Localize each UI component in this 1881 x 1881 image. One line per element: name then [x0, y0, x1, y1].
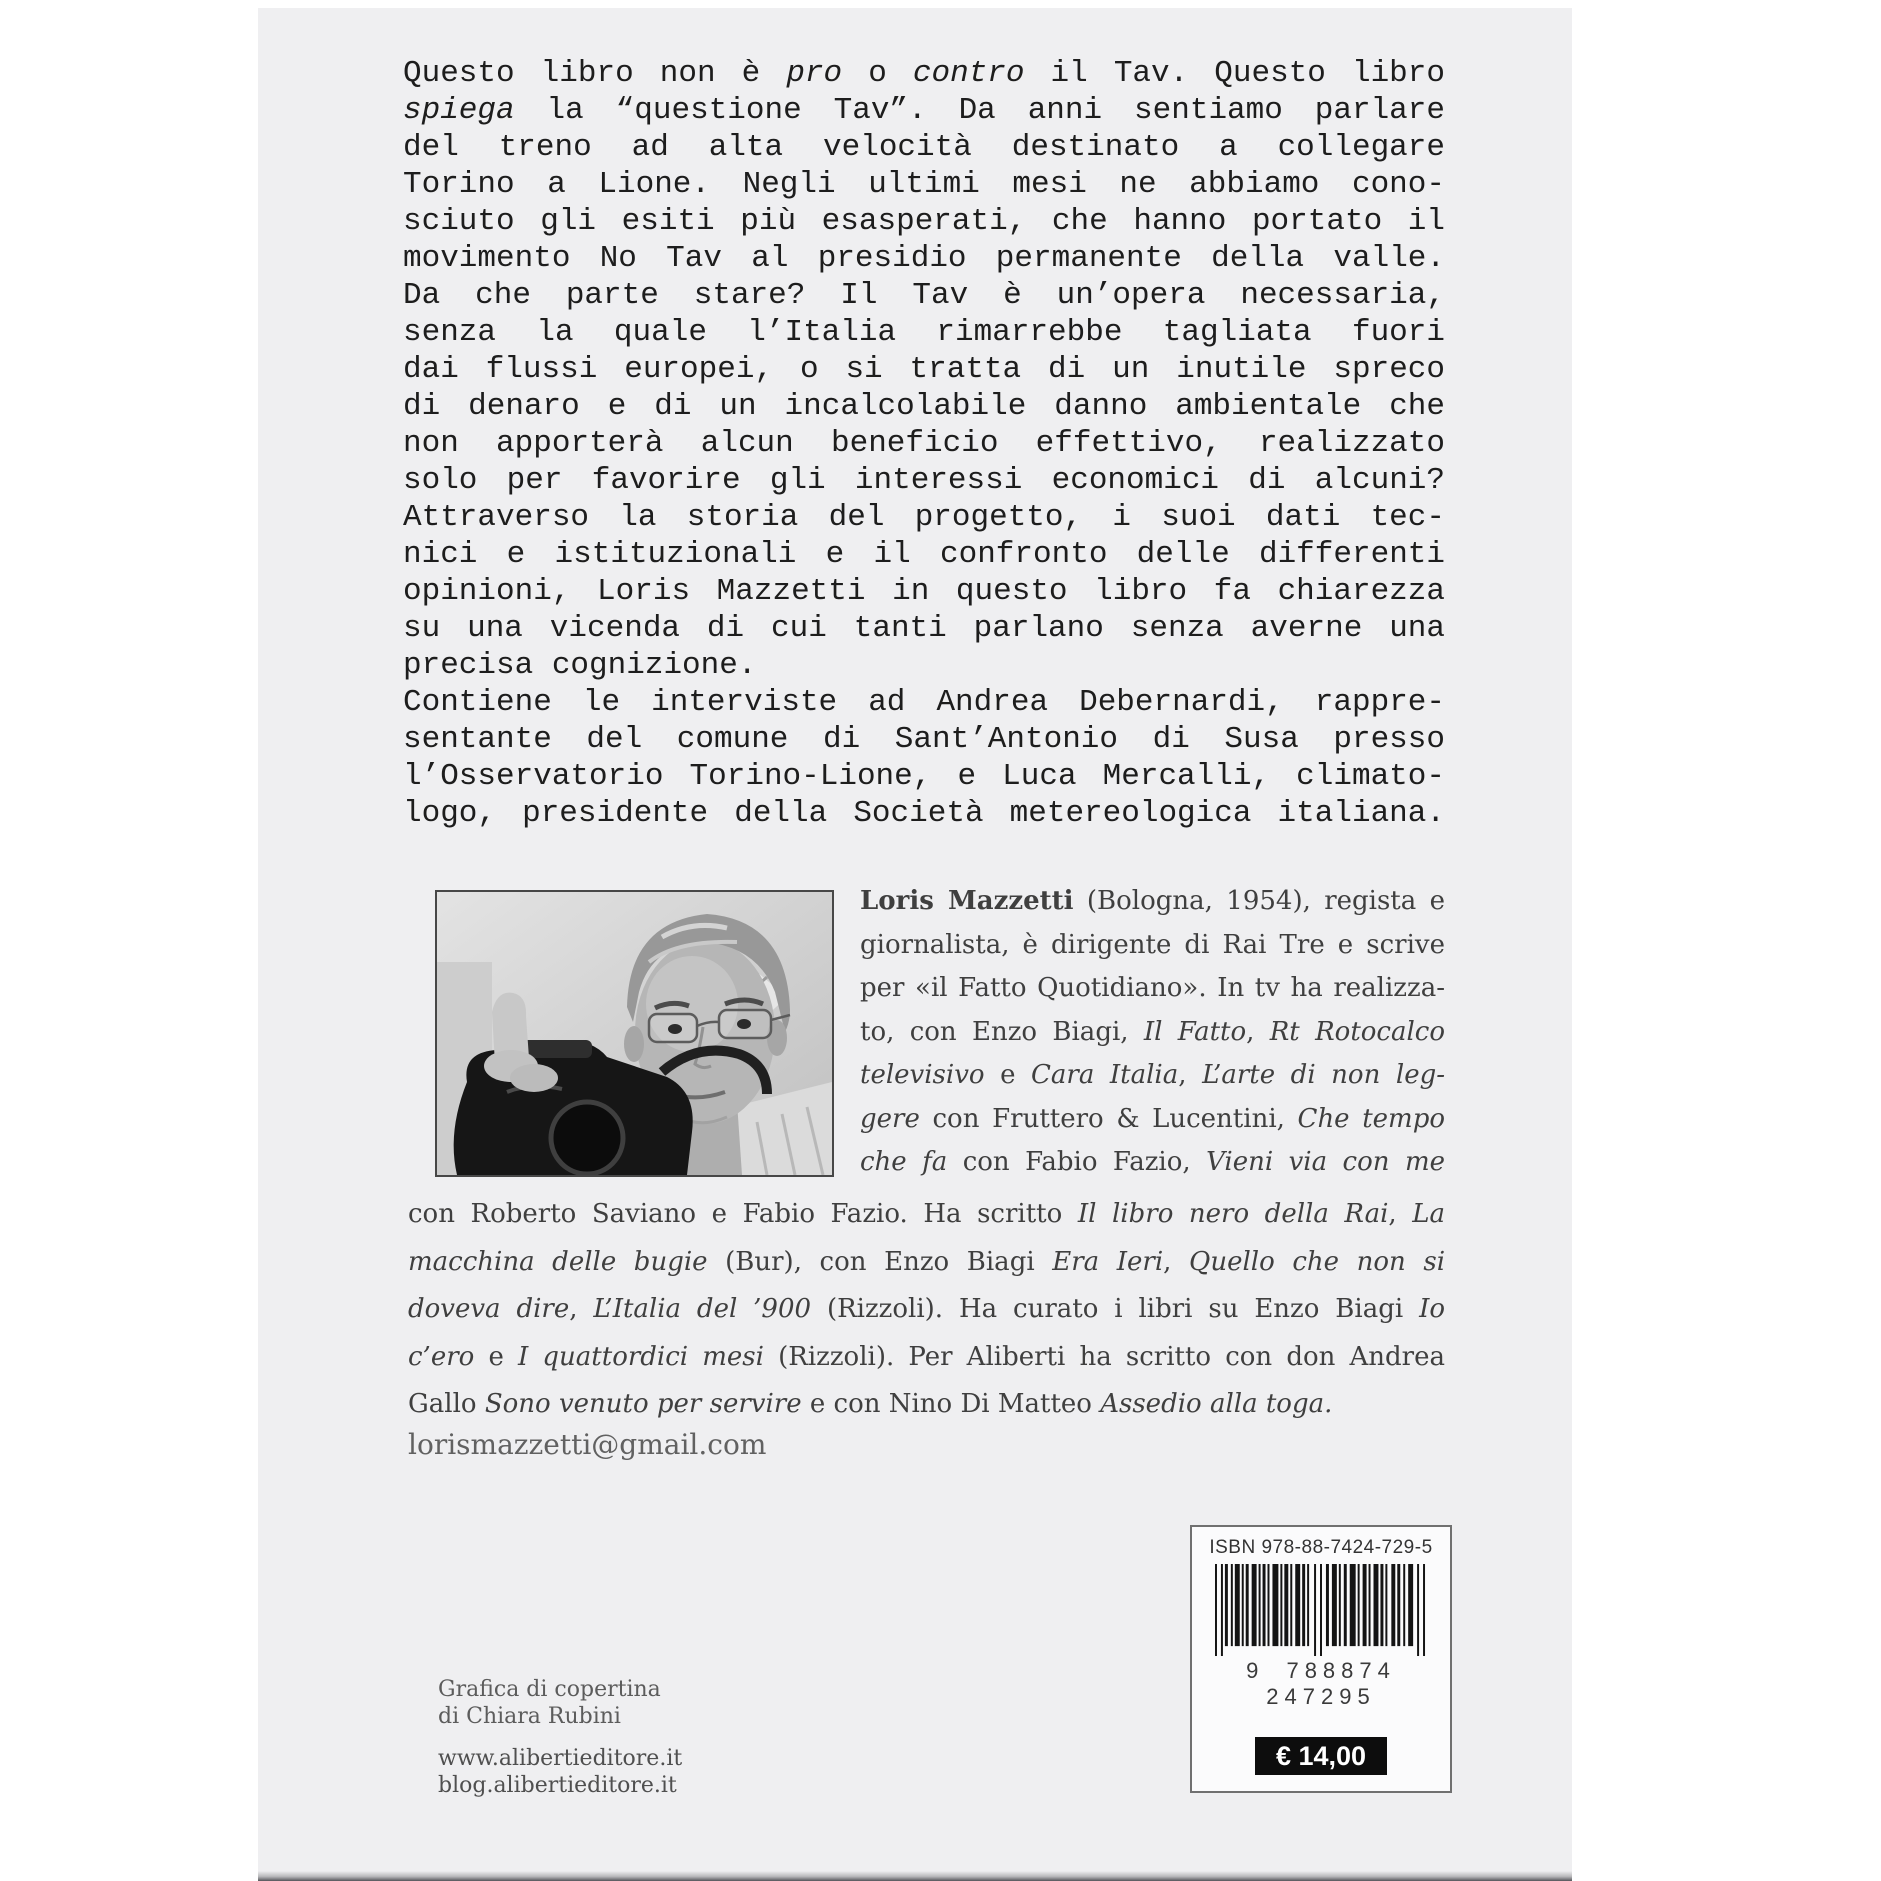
- text-run: Quello che non si: [1189, 1246, 1446, 1277]
- text-run: logo, presidente della Società metereologica italiana.: [403, 796, 1445, 831]
- text-run: con Fruttero & Lucentini,: [919, 1103, 1298, 1134]
- text-line: [860, 880, 1445, 924]
- text-run: con Roberto Saviano e Fabio Fazio. Ha scritto: [408, 1199, 1078, 1229]
- text-run: del treno ad alta velocità destinato a collegare: [403, 130, 1445, 165]
- text-line: [403, 536, 1445, 573]
- text-run: nici e istituzionali e il confronto delle differenti: [403, 537, 1445, 572]
- text-run: la “questione Tav”. Da anni sentiamo parlare: [514, 93, 1445, 128]
- text-line: [403, 795, 1445, 832]
- text-run: che fa: [860, 1147, 948, 1177]
- text-line: [860, 1054, 1445, 1098]
- text-run: pro: [786, 56, 843, 91]
- text-line: [403, 277, 1445, 314]
- text-run: Assedio alla toga.: [1100, 1389, 1333, 1419]
- text-run: precisa cognizione.: [403, 648, 757, 683]
- text-run: Io: [1419, 1294, 1446, 1324]
- text-run: ,: [1246, 1016, 1270, 1047]
- text-run: il Tav. Questo libro: [1024, 56, 1445, 91]
- author-portrait-illustration: [437, 892, 832, 1175]
- text-line: [403, 499, 1445, 536]
- text-run: (Rizzoli). Per Aliberti ha scritto con don Andrea: [763, 1341, 1445, 1372]
- text-run: La: [1412, 1199, 1445, 1229]
- bio-paragraph-text: [408, 1191, 1445, 1429]
- text-run: Che tempo: [1297, 1103, 1445, 1134]
- text-run: Gallo: [408, 1389, 485, 1419]
- isbn-label: ISBN 978-88-7424-729-5: [1209, 1537, 1433, 1558]
- text-line: [403, 166, 1445, 203]
- text-run: e: [984, 1060, 1032, 1090]
- author-photo: [435, 890, 834, 1177]
- text-run: Torino a Lione. Negli ultimi mesi ne abbiamo cono-: [403, 167, 1445, 202]
- publisher-links: [438, 1745, 682, 1799]
- text-line: [860, 1098, 1445, 1142]
- text-line: [403, 721, 1445, 758]
- text-line: [403, 684, 1445, 721]
- credits-line-1: Grafica di copertina: [438, 1677, 661, 1702]
- text-run: macchina delle bugie: [408, 1246, 708, 1277]
- bio-column-text: [860, 880, 1445, 1185]
- page-bottom-shadow: [258, 1871, 1572, 1881]
- text-run: c’ero: [408, 1341, 475, 1372]
- text-line: [860, 967, 1445, 1011]
- text-run: Questo libro non è: [403, 56, 787, 91]
- text-run: e: [474, 1341, 518, 1372]
- text-run: Cara Italia: [1031, 1060, 1179, 1090]
- text-line: [403, 573, 1445, 610]
- text-run: doveva dire: [408, 1294, 570, 1324]
- text-run: movimento No Tav al presidio permanente della valle.: [403, 241, 1445, 276]
- text-run: solo per favorire gli interessi economici di alcuni?: [403, 463, 1445, 498]
- text-run: L’arte di non leg-: [1202, 1060, 1446, 1090]
- text-run: e con Nino Di Matteo: [801, 1389, 1101, 1419]
- text-run: su una vicenda di cui tanti parlano senza averne una: [403, 611, 1445, 646]
- text-run: Rt Rotocalco: [1269, 1016, 1446, 1047]
- text-run: (Rizzoli). Ha curato i libri su Enzo Biagi: [811, 1294, 1420, 1324]
- cover-page: [258, 8, 1572, 1881]
- text-run: giornalista, è dirigente di Rai Tre e scrive: [860, 929, 1445, 960]
- text-run: o: [842, 56, 913, 91]
- text-line: [860, 1141, 1445, 1185]
- text-run: Attraverso la storia del progetto, i suoi dati tec-: [403, 500, 1445, 535]
- text-run: ,: [569, 1294, 594, 1324]
- text-line: [403, 55, 1445, 92]
- isbn-digits: 9 788874 247295: [1246, 1658, 1396, 1709]
- text-line: [403, 610, 1445, 647]
- text-line: [408, 1239, 1445, 1287]
- text-line: [403, 92, 1445, 129]
- text-run: ,: [1388, 1199, 1413, 1229]
- text-line: [860, 1011, 1445, 1055]
- publisher-website: www.alibertieditore.it: [438, 1746, 683, 1771]
- text-run: Era Ieri: [1052, 1246, 1164, 1277]
- cover-design-credits: [438, 1676, 661, 1730]
- text-run: Contiene le interviste ad Andrea Debernardi, rappre-: [403, 685, 1445, 720]
- author-email: lorismazzetti@gmail.com: [408, 1428, 767, 1461]
- text-run: ,: [1163, 1246, 1190, 1277]
- text-run: Da che parte stare? Il Tav è un’opera necessaria,: [403, 278, 1445, 313]
- text-line: [403, 758, 1445, 795]
- text-run: ,: [1178, 1060, 1203, 1090]
- blurb-text: [403, 55, 1445, 832]
- text-run: (Bur), con Enzo Biagi: [707, 1246, 1053, 1277]
- text-line: [860, 924, 1445, 968]
- text-run: Sono venuto per servire: [484, 1389, 802, 1419]
- text-run: dai flussi europei, o si tratta di un inutile spreco: [403, 352, 1445, 387]
- text-run: spiega: [403, 93, 515, 128]
- text-line: [408, 1191, 1445, 1239]
- text-line: [403, 240, 1445, 277]
- text-run: opinioni, Loris Mazzetti in questo libro fa chiarezza: [403, 574, 1445, 609]
- text-line: [403, 129, 1445, 166]
- text-line: [403, 388, 1445, 425]
- text-run: di denaro e di un incalcolabile danno ambientale che: [403, 389, 1445, 424]
- text-line: [403, 203, 1445, 240]
- barcode-box: [1190, 1525, 1452, 1793]
- text-run: sentante del comune di Sant’Antonio di Susa presso: [403, 722, 1445, 757]
- text-run: sciuto gli esiti più esasperati, che hanno portato il: [403, 204, 1445, 239]
- text-run: L’Italia del ’900: [593, 1294, 812, 1324]
- text-run: Il Fatto: [1143, 1016, 1247, 1047]
- text-run: gere: [860, 1103, 920, 1134]
- text-run: televisivo: [860, 1060, 985, 1090]
- text-run: Vieni via con me: [1206, 1147, 1445, 1177]
- text-line: [403, 351, 1445, 388]
- text-run: to, con Enzo Biagi,: [860, 1016, 1144, 1047]
- text-line: [408, 1334, 1445, 1382]
- text-line: [403, 314, 1445, 351]
- text-line: [403, 647, 1445, 684]
- text-run: con Fabio Fazio,: [947, 1147, 1207, 1177]
- text-run: senza la quale l’Italia rimarrebbe tagliata fuori: [403, 315, 1445, 350]
- text-run: per «il Fatto Quotidiano». In tv ha realizza-: [860, 973, 1445, 1003]
- publisher-blog: blog.alibertieditore.it: [438, 1773, 677, 1798]
- text-run: Il libro nero della Rai: [1077, 1199, 1389, 1229]
- text-run: (Bologna, 1954), regista e: [1073, 886, 1445, 916]
- text-run: Loris Mazzetti: [860, 886, 1074, 916]
- text-line: [408, 1286, 1445, 1334]
- text-run: contro: [912, 56, 1025, 91]
- price-tag: € 14,00: [1255, 1737, 1387, 1775]
- text-line: [403, 425, 1445, 462]
- text-line: [408, 1381, 1445, 1429]
- credits-line-2: di Chiara Rubini: [438, 1704, 621, 1729]
- text-run: l’Osservatorio Torino-Lione, e Luca Mercalli, climato-: [403, 759, 1445, 794]
- text-line: [403, 462, 1445, 499]
- ean-barcode: [1215, 1564, 1427, 1657]
- text-run: I quattordici mesi: [517, 1341, 764, 1372]
- text-run: non apporterà alcun beneficio effettivo, realizzato: [403, 426, 1445, 461]
